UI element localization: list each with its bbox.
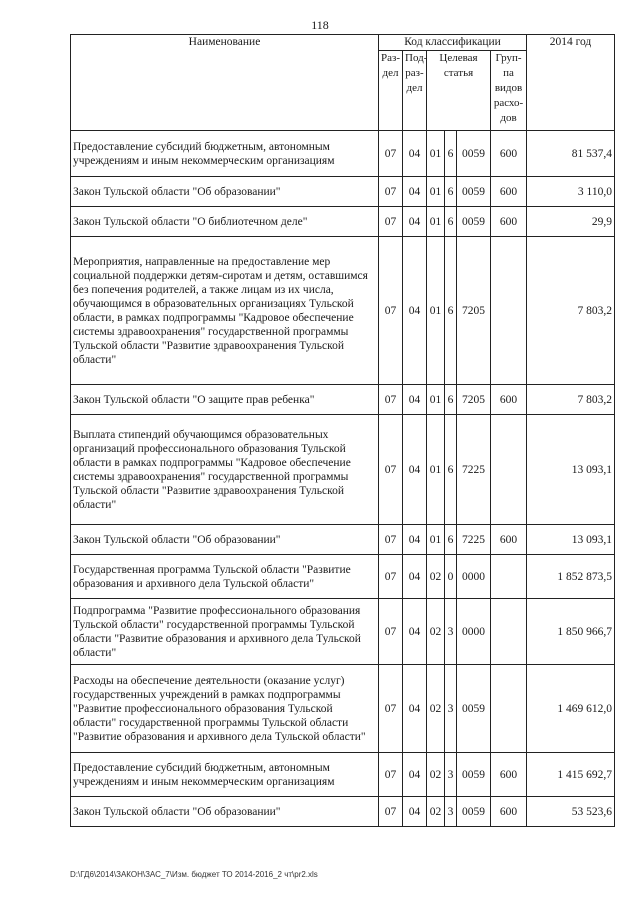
row-target-article-part3: 0059	[457, 753, 491, 797]
header-expense-group: Груп- па видов расхо- дов	[491, 51, 527, 131]
row-target-article-part2: 6	[445, 525, 457, 555]
table-row	[71, 555, 615, 599]
row-podrazdel: 04	[403, 797, 427, 827]
row-amount: 1 850 966,7	[527, 599, 615, 665]
row-podrazdel: 04	[403, 753, 427, 797]
table-row	[71, 207, 615, 237]
table-row	[71, 599, 615, 665]
row-name: Подпрограмма "Развитие профессионального образования Тульской области" государственной программы Тульской области "Развитие образования и архивного дела Тульской области"	[71, 599, 379, 665]
row-target-article-part3: 0059	[457, 131, 491, 177]
row-razdel: 07	[379, 385, 403, 415]
table-row	[71, 131, 615, 177]
row-expense-group	[491, 599, 527, 665]
row-amount: 13 093,1	[527, 525, 615, 555]
row-expense-group: 600	[491, 797, 527, 827]
row-target-article-part2: 6	[445, 177, 457, 207]
row-target-article-part1: 01	[427, 525, 445, 555]
row-target-article-part1: 01	[427, 415, 445, 525]
row-razdel: 07	[379, 753, 403, 797]
row-target-article-part2: 6	[445, 237, 457, 385]
row-expense-group: 600	[491, 525, 527, 555]
row-expense-group: 600	[491, 207, 527, 237]
row-name: Мероприятия, направленные на предоставление мер социальной поддержки детям-сиротам и детям, оставшимся без попечения родителей, а также лицам из их числа, обучающимся в образовательных организациях Тульской области, в рамках подпрограммы "Кадровое обеспечение системы здравоохранения" государственной программы Тульской области "Развитие здравоохранения Тульской области"	[71, 237, 379, 385]
page-number: 118	[311, 18, 329, 32]
row-target-article-part3: 0000	[457, 555, 491, 599]
row-target-article-part1: 02	[427, 753, 445, 797]
row-amount: 1 852 873,5	[527, 555, 615, 599]
row-podrazdel: 04	[403, 555, 427, 599]
row-amount: 29,9	[527, 207, 615, 237]
row-name: Выплата стипендий обучающимся образовательных организаций профессионального образования Тульской области в рамках подпрограммы "Кадровое обеспечение системы здравоохранения" государственной программы Тульской области "Развитие здравоохранения Тульской области"	[71, 415, 379, 525]
row-amount: 3 110,0	[527, 177, 615, 207]
row-expense-group: 600	[491, 131, 527, 177]
table-row	[71, 237, 615, 385]
row-razdel: 07	[379, 797, 403, 827]
row-razdel: 07	[379, 177, 403, 207]
row-target-article-part2: 6	[445, 131, 457, 177]
table-row	[71, 415, 615, 525]
row-target-article-part1: 01	[427, 207, 445, 237]
row-target-article-part3: 7205	[457, 385, 491, 415]
table-row	[71, 525, 615, 555]
row-podrazdel: 04	[403, 525, 427, 555]
row-name: Предоставление субсидий бюджетным, автономным учреждениям и иным некоммерческим организациям	[71, 753, 379, 797]
row-podrazdel: 04	[403, 599, 427, 665]
row-podrazdel: 04	[403, 385, 427, 415]
row-target-article-part2: 3	[445, 797, 457, 827]
row-razdel: 07	[379, 665, 403, 753]
row-expense-group	[491, 237, 527, 385]
row-target-article-part1: 02	[427, 599, 445, 665]
row-target-article-part2: 3	[445, 753, 457, 797]
table-row	[71, 753, 615, 797]
row-amount: 1 469 612,0	[527, 665, 615, 753]
row-name: Государственная программа Тульской области "Развитие образования и архивного дела Тульской области"	[71, 555, 379, 599]
row-target-article-part3: 7205	[457, 237, 491, 385]
row-razdel: 07	[379, 599, 403, 665]
row-target-article-part2: 3	[445, 599, 457, 665]
row-amount: 7 803,2	[527, 385, 615, 415]
header-name: Наименование	[71, 35, 379, 131]
row-target-article-part1: 01	[427, 131, 445, 177]
row-podrazdel: 04	[403, 131, 427, 177]
row-name: Предоставление субсидий бюджетным, автономным учреждениям и иным некоммерческим организациям	[71, 131, 379, 177]
row-podrazdel: 04	[403, 207, 427, 237]
row-target-article-part1: 02	[427, 797, 445, 827]
table-row	[71, 177, 615, 207]
row-target-article-part3: 0059	[457, 207, 491, 237]
row-expense-group	[491, 665, 527, 753]
row-target-article-part3: 7225	[457, 525, 491, 555]
row-amount: 7 803,2	[527, 237, 615, 385]
header-razdel: Раз- дел	[379, 51, 403, 131]
row-target-article-part2: 6	[445, 207, 457, 237]
row-razdel: 07	[379, 131, 403, 177]
row-target-article-part1: 02	[427, 665, 445, 753]
row-expense-group	[491, 555, 527, 599]
row-expense-group	[491, 415, 527, 525]
row-target-article-part1: 01	[427, 177, 445, 207]
row-name: Закон Тульской области "Об образовании"	[71, 797, 379, 827]
row-razdel: 07	[379, 207, 403, 237]
row-amount: 81 537,4	[527, 131, 615, 177]
file-path-footer: D:\ГД6\2014\ЗАКОН\ЗАС_7\Изм. бюджет ТО 2014-2016_2 чт\pr2.xls	[70, 870, 318, 879]
row-podrazdel: 04	[403, 177, 427, 207]
row-expense-group: 600	[491, 177, 527, 207]
row-podrazdel: 04	[403, 665, 427, 753]
table-row	[71, 385, 615, 415]
header-podrazdel: Под- раз- дел	[403, 51, 427, 131]
budget-table	[70, 34, 615, 827]
row-target-article-part3: 0059	[457, 665, 491, 753]
row-amount: 53 523,6	[527, 797, 615, 827]
row-target-article-part3: 0000	[457, 599, 491, 665]
row-target-article-part1: 01	[427, 237, 445, 385]
row-amount: 13 093,1	[527, 415, 615, 525]
row-target-article-part3: 0059	[457, 177, 491, 207]
row-razdel: 07	[379, 237, 403, 385]
row-name: Закон Тульской области "Об образовании"	[71, 177, 379, 207]
header-target-article: Целевая статья	[427, 51, 491, 131]
row-podrazdel: 04	[403, 415, 427, 525]
row-expense-group: 600	[491, 385, 527, 415]
row-target-article-part2: 6	[445, 385, 457, 415]
row-amount: 1 415 692,7	[527, 753, 615, 797]
table-row	[71, 797, 615, 827]
row-target-article-part3: 0059	[457, 797, 491, 827]
row-target-article-part1: 02	[427, 555, 445, 599]
row-target-article-part1: 01	[427, 385, 445, 415]
table-row	[71, 665, 615, 753]
row-target-article-part2: 6	[445, 415, 457, 525]
header-year: 2014 год	[527, 35, 615, 131]
header-classification: Код классификации	[379, 35, 527, 51]
row-name: Закон Тульской области "О библиотечном деле"	[71, 207, 379, 237]
row-razdel: 07	[379, 415, 403, 525]
row-expense-group: 600	[491, 753, 527, 797]
row-name: Закон Тульской области "О защите прав ребенка"	[71, 385, 379, 415]
row-name: Закон Тульской области "Об образовании"	[71, 525, 379, 555]
row-name: Расходы на обеспечение деятельности (оказание услуг) государственных учреждений в рамках подпрограммы "Развитие профессионального образования Тульской области" государственной программы Тульской области "Развитие образования и архивного дела Тульской области"	[71, 665, 379, 753]
row-razdel: 07	[379, 525, 403, 555]
row-target-article-part2: 3	[445, 665, 457, 753]
row-razdel: 07	[379, 555, 403, 599]
row-podrazdel: 04	[403, 237, 427, 385]
row-target-article-part2: 0	[445, 555, 457, 599]
row-target-article-part3: 7225	[457, 415, 491, 525]
